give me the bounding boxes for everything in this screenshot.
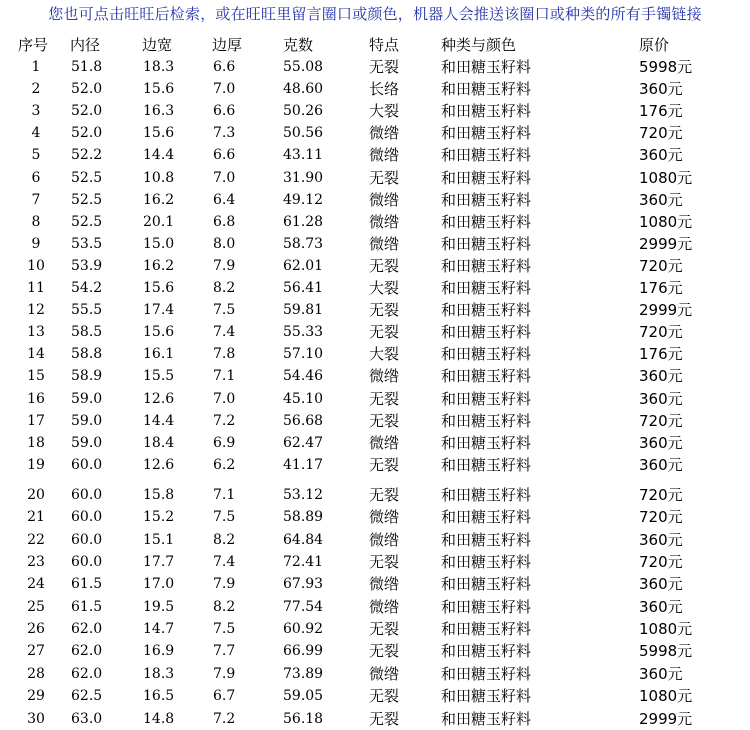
- cell-feature: 无裂: [369, 486, 400, 504]
- cell-index: 10: [27, 257, 45, 274]
- cell-price: 360元: [639, 597, 683, 616]
- cell-price: 176元: [639, 102, 683, 121]
- cell-width: 15.0: [143, 235, 175, 252]
- cell-type-color: 和田糖玉籽料: [441, 664, 532, 683]
- header-price: 原价: [639, 36, 670, 54]
- cell-width: 15.1: [143, 531, 175, 548]
- cell-price: 720元: [639, 124, 683, 143]
- cell-index: 20: [27, 487, 45, 503]
- cell-feature: 微绺: [369, 367, 400, 386]
- cell-price: 360元: [639, 80, 683, 99]
- cell-type-color: 和田糖玉籽料: [441, 58, 532, 76]
- cell-index: 25: [27, 598, 45, 615]
- cell-thickness: 7.5: [213, 509, 236, 526]
- cell-inner-diameter: 51.8: [71, 59, 103, 75]
- cell-inner-diameter: 62.5: [71, 688, 103, 705]
- cell-index: 3: [31, 103, 41, 120]
- cell-thickness: 6.6: [213, 103, 236, 120]
- cell-weight: 55.33: [283, 324, 324, 341]
- cell-thickness: 7.0: [213, 81, 236, 98]
- cell-feature: 无裂: [369, 687, 400, 706]
- cell-type-color: 和田糖玉籽料: [441, 367, 532, 386]
- cell-feature: 微绺: [369, 575, 400, 594]
- cell-price: 360元: [639, 190, 683, 209]
- cell-width: 16.5: [143, 688, 175, 705]
- cell-inner-diameter: 58.8: [71, 346, 103, 363]
- cell-thickness: 7.9: [213, 665, 236, 682]
- cell-price: 2999元: [639, 234, 693, 253]
- header-feature: 特点: [369, 36, 400, 54]
- cell-index: 30: [27, 710, 45, 727]
- cell-width: 17.4: [143, 302, 175, 319]
- cell-type-color: 和田糖玉籽料: [441, 553, 532, 572]
- cell-inner-diameter: 59.0: [71, 390, 103, 407]
- cell-thickness: 7.5: [213, 621, 236, 638]
- cell-weight: 55.08: [283, 59, 324, 75]
- cell-feature: 微绺: [369, 212, 400, 231]
- cell-weight: 67.93: [283, 576, 324, 593]
- cell-thickness: 7.1: [213, 487, 236, 503]
- cell-type-color: 和田糖玉籽料: [441, 345, 532, 364]
- cell-inner-diameter: 52.5: [71, 169, 103, 186]
- cell-thickness: 7.1: [213, 368, 236, 385]
- cell-thickness: 8.2: [213, 280, 236, 296]
- cell-price: 1080元: [639, 620, 693, 639]
- cell-type-color: 和田糖玉籽料: [441, 102, 532, 121]
- cell-thickness: 6.4: [213, 191, 236, 208]
- header-type-color: 种类与颜色: [441, 36, 517, 54]
- cell-weight: 66.99: [283, 643, 324, 660]
- cell-feature: 无裂: [369, 709, 400, 728]
- cell-index: 13: [27, 324, 45, 341]
- cell-width: 18.3: [143, 59, 175, 75]
- cell-feature: 大裂: [369, 345, 400, 364]
- cell-inner-diameter: 60.0: [71, 554, 103, 571]
- cell-weight: 72.41: [283, 554, 324, 571]
- cell-index: 11: [27, 280, 45, 296]
- cell-inner-diameter: 52.5: [71, 191, 103, 208]
- cell-width: 16.1: [143, 346, 175, 363]
- cell-inner-diameter: 52.2: [71, 147, 103, 164]
- cell-price: 360元: [639, 455, 683, 474]
- cell-index: 14: [27, 346, 45, 363]
- cell-feature: 微绺: [369, 124, 400, 143]
- cell-price: 360元: [639, 146, 683, 165]
- cell-inner-diameter: 58.5: [71, 324, 103, 341]
- cell-weight: 62.01: [283, 257, 324, 274]
- cell-feature: 无裂: [369, 301, 400, 320]
- cell-width: 18.4: [143, 434, 175, 451]
- cell-inner-diameter: 61.5: [71, 598, 103, 615]
- cell-index: 1: [31, 59, 41, 75]
- cell-inner-diameter: 53.9: [71, 257, 103, 274]
- cell-width: 15.5: [143, 368, 175, 385]
- cell-index: 19: [27, 456, 45, 473]
- cell-inner-diameter: 55.5: [71, 302, 103, 319]
- cell-type-color: 和田糖玉籽料: [441, 80, 532, 99]
- cell-weight: 59.81: [283, 302, 324, 319]
- cell-feature: 长络: [369, 80, 400, 99]
- cell-type-color: 和田糖玉籽料: [441, 256, 532, 275]
- cell-weight: 49.12: [283, 191, 324, 208]
- cell-inner-diameter: 52.0: [71, 125, 103, 142]
- cell-width: 14.8: [143, 710, 175, 727]
- cell-weight: 53.12: [283, 487, 324, 503]
- cell-inner-diameter: 60.0: [71, 456, 103, 473]
- cell-inner-diameter: 52.0: [71, 81, 103, 98]
- header-index: 序号: [18, 36, 49, 54]
- cell-feature: 无裂: [369, 389, 400, 408]
- cell-weight: 58.73: [283, 235, 324, 252]
- cell-index: 21: [27, 509, 45, 526]
- cell-width: 14.4: [143, 412, 175, 429]
- cell-inner-diameter: 54.2: [71, 280, 103, 296]
- cell-weight: 61.28: [283, 213, 324, 230]
- cell-type-color: 和田糖玉籽料: [441, 323, 532, 342]
- cell-thickness: 7.3: [213, 125, 236, 142]
- cell-price: 360元: [639, 575, 683, 594]
- cell-price: 360元: [639, 433, 683, 452]
- cell-width: 15.6: [143, 81, 175, 98]
- cell-index: 16: [27, 390, 45, 407]
- cell-thickness: 7.5: [213, 302, 236, 319]
- cell-width: 16.2: [143, 191, 175, 208]
- cell-width: 15.2: [143, 509, 175, 526]
- cell-index: 6: [31, 169, 41, 186]
- cell-type-color: 和田糖玉籽料: [441, 433, 532, 452]
- cell-type-color: 和田糖玉籽料: [441, 146, 532, 165]
- cell-width: 17.7: [143, 554, 175, 571]
- cell-inner-diameter: 62.0: [71, 621, 103, 638]
- header-width: 边宽: [142, 36, 173, 54]
- cell-width: 15.8: [143, 487, 175, 503]
- cell-price: 1080元: [639, 687, 693, 706]
- cell-type-color: 和田糖玉籽料: [441, 455, 532, 474]
- cell-weight: 31.90: [283, 169, 324, 186]
- cell-feature: 无裂: [369, 620, 400, 639]
- cell-type-color: 和田糖玉籽料: [441, 642, 532, 661]
- cell-price: 360元: [639, 367, 683, 386]
- notice-text: 您也可点击旺旺后检索，或在旺旺里留言圈口或颜色，机器人会推送该圈口或种类的所有手镯链接: [48, 5, 702, 23]
- cell-index: 27: [27, 643, 45, 660]
- cell-feature: 微绺: [369, 234, 400, 253]
- cell-thickness: 6.8: [213, 213, 236, 230]
- cell-width: 15.6: [143, 125, 175, 142]
- cell-type-color: 和田糖玉籽料: [441, 212, 532, 231]
- cell-thickness: 6.7: [213, 688, 236, 705]
- header-thickness: 边厚: [212, 36, 243, 54]
- cell-thickness: 8.0: [213, 235, 236, 252]
- cell-feature: 无裂: [369, 411, 400, 430]
- cell-width: 17.0: [143, 576, 175, 593]
- cell-thickness: 8.2: [213, 598, 236, 615]
- cell-inner-diameter: 62.0: [71, 643, 103, 660]
- cell-price: 360元: [639, 530, 683, 549]
- cell-type-color: 和田糖玉籽料: [441, 234, 532, 253]
- cell-feature: 无裂: [369, 256, 400, 275]
- cell-inner-diameter: 58.9: [71, 368, 103, 385]
- cell-index: 9: [31, 235, 41, 252]
- cell-type-color: 和田糖玉籽料: [441, 709, 532, 728]
- cell-thickness: 6.2: [213, 456, 236, 473]
- cell-weight: 60.92: [283, 621, 324, 638]
- cell-price: 360元: [639, 389, 683, 408]
- cell-inner-diameter: 60.0: [71, 509, 103, 526]
- cell-type-color: 和田糖玉籽料: [441, 124, 532, 143]
- cell-weight: 73.89: [283, 665, 324, 682]
- cell-thickness: 6.6: [213, 147, 236, 164]
- cell-price: 360元: [639, 664, 683, 683]
- cell-index: 8: [31, 213, 41, 230]
- header-weight: 克数: [283, 36, 314, 54]
- cell-index: 28: [27, 665, 45, 682]
- cell-index: 15: [27, 368, 45, 385]
- cell-index: 17: [27, 412, 45, 429]
- cell-weight: 62.47: [283, 434, 324, 451]
- cell-price: 176元: [639, 345, 683, 364]
- cell-inner-diameter: 62.0: [71, 665, 103, 682]
- cell-weight: 50.56: [283, 125, 324, 142]
- cell-inner-diameter: 59.0: [71, 412, 103, 429]
- cell-inner-diameter: 52.5: [71, 213, 103, 230]
- cell-type-color: 和田糖玉籽料: [441, 190, 532, 209]
- cell-price: 5998元: [639, 58, 693, 76]
- cell-width: 14.4: [143, 147, 175, 164]
- cell-weight: 56.18: [283, 710, 324, 727]
- cell-index: 26: [27, 621, 45, 638]
- cell-feature: 无裂: [369, 455, 400, 474]
- cell-thickness: 6.6: [213, 59, 236, 75]
- cell-width: 12.6: [143, 456, 175, 473]
- cell-thickness: 7.4: [213, 324, 236, 341]
- cell-weight: 77.54: [283, 598, 324, 615]
- cell-type-color: 和田糖玉籽料: [441, 687, 532, 706]
- cell-index: 7: [31, 191, 41, 208]
- cell-type-color: 和田糖玉籽料: [441, 597, 532, 616]
- cell-price: 2999元: [639, 301, 693, 320]
- cell-inner-diameter: 53.5: [71, 235, 103, 252]
- cell-feature: 无裂: [369, 642, 400, 661]
- cell-width: 16.9: [143, 643, 175, 660]
- cell-price: 1080元: [639, 168, 693, 187]
- cell-feature: 微绺: [369, 433, 400, 452]
- cell-thickness: 7.2: [213, 710, 236, 727]
- cell-width: 16.2: [143, 257, 175, 274]
- cell-index: 12: [27, 302, 45, 319]
- cell-type-color: 和田糖玉籽料: [441, 508, 532, 527]
- cell-thickness: 7.8: [213, 346, 236, 363]
- cell-feature: 无裂: [369, 58, 400, 76]
- cell-price: 720元: [639, 553, 683, 572]
- cell-width: 15.6: [143, 324, 175, 341]
- cell-weight: 48.60: [283, 81, 324, 98]
- cell-width: 16.3: [143, 103, 175, 120]
- header-inner-diameter: 内径: [70, 36, 101, 54]
- cell-feature: 微绺: [369, 190, 400, 209]
- cell-type-color: 和田糖玉籽料: [441, 389, 532, 408]
- cell-feature: 微绺: [369, 597, 400, 616]
- cell-width: 18.3: [143, 665, 175, 682]
- cell-price: 1080元: [639, 212, 693, 231]
- cell-feature: 大裂: [369, 279, 400, 297]
- cell-thickness: 7.4: [213, 554, 236, 571]
- cell-weight: 43.11: [283, 147, 324, 164]
- cell-type-color: 和田糖玉籽料: [441, 620, 532, 639]
- cell-index: 5: [31, 147, 41, 164]
- cell-feature: 微绺: [369, 508, 400, 527]
- cell-type-color: 和田糖玉籽料: [441, 301, 532, 320]
- cell-thickness: 7.9: [213, 576, 236, 593]
- cell-feature: 无裂: [369, 323, 400, 342]
- cell-thickness: 7.7: [213, 643, 236, 660]
- cell-thickness: 7.0: [213, 390, 236, 407]
- cell-feature: 无裂: [369, 168, 400, 187]
- cell-thickness: 6.9: [213, 434, 236, 451]
- cell-index: 23: [27, 554, 45, 571]
- cell-price: 176元: [639, 279, 683, 297]
- cell-feature: 微绺: [369, 664, 400, 683]
- cell-feature: 大裂: [369, 102, 400, 121]
- cell-type-color: 和田糖玉籽料: [441, 530, 532, 549]
- cell-weight: 45.10: [283, 390, 324, 407]
- cell-price: 720元: [639, 486, 683, 504]
- cell-type-color: 和田糖玉籽料: [441, 575, 532, 594]
- cell-feature: 无裂: [369, 553, 400, 572]
- cell-weight: 64.84: [283, 531, 324, 548]
- cell-thickness: 7.0: [213, 169, 236, 186]
- cell-inner-diameter: 60.0: [71, 487, 103, 503]
- cell-weight: 56.41: [283, 280, 324, 296]
- cell-inner-diameter: 52.0: [71, 103, 103, 120]
- cell-width: 20.1: [143, 213, 175, 230]
- cell-inner-diameter: 63.0: [71, 710, 103, 727]
- cell-type-color: 和田糖玉籽料: [441, 279, 532, 297]
- cell-index: 4: [31, 125, 41, 142]
- cell-price: 5998元: [639, 642, 693, 661]
- cell-weight: 54.46: [283, 368, 324, 385]
- cell-inner-diameter: 60.0: [71, 531, 103, 548]
- cell-price: 720元: [639, 323, 683, 342]
- cell-index: 2: [31, 81, 41, 98]
- cell-width: 15.6: [143, 280, 175, 296]
- cell-type-color: 和田糖玉籽料: [441, 411, 532, 430]
- cell-price: 720元: [639, 411, 683, 430]
- cell-type-color: 和田糖玉籽料: [441, 486, 532, 504]
- cell-type-color: 和田糖玉籽料: [441, 168, 532, 187]
- cell-weight: 58.89: [283, 509, 324, 526]
- cell-weight: 59.05: [283, 688, 324, 705]
- cell-weight: 50.26: [283, 103, 324, 120]
- cell-index: 24: [27, 576, 45, 593]
- cell-width: 19.5: [143, 598, 175, 615]
- cell-weight: 41.17: [283, 456, 324, 473]
- cell-width: 12.6: [143, 390, 175, 407]
- cell-thickness: 7.2: [213, 412, 236, 429]
- cell-width: 10.8: [143, 169, 175, 186]
- cell-price: 720元: [639, 256, 683, 275]
- cell-thickness: 7.9: [213, 257, 236, 274]
- cell-thickness: 8.2: [213, 531, 236, 548]
- cell-feature: 微绺: [369, 146, 400, 165]
- cell-price: 2999元: [639, 709, 693, 728]
- cell-index: 18: [27, 434, 45, 451]
- cell-weight: 57.10: [283, 346, 324, 363]
- cell-inner-diameter: 59.0: [71, 434, 103, 451]
- cell-price: 720元: [639, 508, 683, 527]
- cell-index: 29: [27, 688, 45, 705]
- cell-inner-diameter: 61.5: [71, 576, 103, 593]
- cell-width: 14.7: [143, 621, 175, 638]
- cell-feature: 微绺: [369, 530, 400, 549]
- cell-weight: 56.68: [283, 412, 324, 429]
- cell-index: 22: [27, 531, 45, 548]
